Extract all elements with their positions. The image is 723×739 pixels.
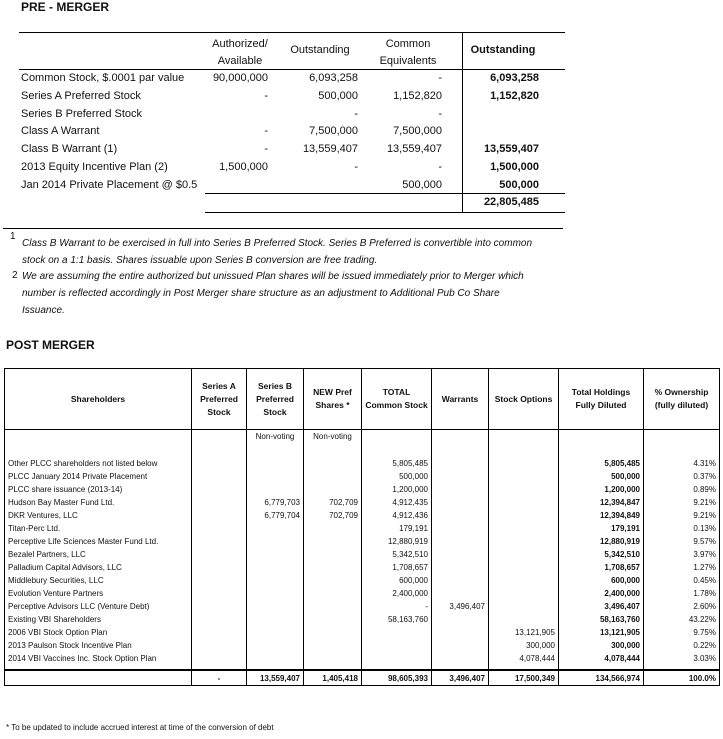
footnote-2-line-1: We are assuming the entire authorized but unissued Plan shares will be issued immediately prior to Merger which bbox=[22, 271, 524, 282]
post-total-cell: 134,566,974 bbox=[559, 670, 644, 686]
table-cell bbox=[192, 574, 247, 587]
table-cell bbox=[192, 522, 247, 535]
table-cell: 702,709 bbox=[304, 496, 362, 509]
table-cell: 13,121,905 bbox=[489, 626, 559, 639]
pre-row-outstanding: - bbox=[354, 161, 358, 173]
table-cell: 3,496,407 bbox=[559, 600, 644, 613]
table-cell bbox=[432, 652, 489, 665]
post-header-cell: Series A Preferred Stock bbox=[192, 369, 247, 430]
post-subheader-cell bbox=[644, 430, 720, 448]
post-total-cell: 17,500,349 bbox=[489, 670, 559, 686]
table-cell bbox=[432, 496, 489, 509]
table-cell bbox=[304, 457, 362, 470]
table-cell bbox=[247, 652, 304, 665]
table-row bbox=[5, 496, 720, 509]
post-gap-cell bbox=[192, 447, 247, 457]
table-row bbox=[5, 652, 720, 665]
post-header-cell: Total Holdings Fully Diluted bbox=[559, 369, 644, 430]
shareholder-name: Existing VBI Shareholders bbox=[5, 613, 192, 626]
pre-row-total: 1,500,000 bbox=[490, 161, 539, 173]
table-cell: 2,400,000 bbox=[559, 587, 644, 600]
table-cell bbox=[432, 587, 489, 600]
post-total-cell: - bbox=[192, 670, 247, 686]
table-cell: 3.03% bbox=[644, 652, 720, 665]
footnote-1-mark: 1 bbox=[10, 231, 16, 242]
table-cell: 5,342,510 bbox=[362, 548, 432, 561]
table-cell bbox=[304, 483, 362, 496]
table-row bbox=[5, 509, 720, 522]
post-total-cell: 13,559,407 bbox=[247, 670, 304, 686]
footnote-2-line-3: Issuance. bbox=[22, 305, 65, 316]
table-cell bbox=[247, 639, 304, 652]
pre-row-total: 6,093,258 bbox=[490, 72, 539, 84]
table-cell bbox=[432, 483, 489, 496]
table-cell: 300,000 bbox=[489, 639, 559, 652]
pre-row-authorized: - bbox=[264, 143, 268, 156]
table-cell: 3,496,407 bbox=[432, 600, 489, 613]
pre-row-authorized: 90,000,000 bbox=[212, 72, 268, 84]
table-row bbox=[5, 600, 720, 613]
pre-row-label: Class A Warrant bbox=[21, 125, 100, 138]
table-cell: 13,121,905 bbox=[559, 626, 644, 639]
table-cell: 0.89% bbox=[644, 483, 720, 496]
pre-row-label: Series B Preferred Stock bbox=[21, 107, 143, 120]
table-row bbox=[5, 574, 720, 587]
table-cell bbox=[362, 626, 432, 639]
pre-row-label: Series A Preferred Stock bbox=[21, 89, 141, 102]
table-cell bbox=[247, 626, 304, 639]
post-total-cell: 100.0% bbox=[644, 670, 720, 686]
table-cell: 1,708,657 bbox=[559, 561, 644, 574]
post-gap-cell bbox=[5, 447, 192, 457]
pre-row-authorized: 1,500,000 bbox=[219, 161, 268, 173]
table-cell: 4,078,444 bbox=[559, 652, 644, 665]
table-cell bbox=[432, 574, 489, 587]
table-cell bbox=[192, 561, 247, 574]
table-cell bbox=[489, 574, 559, 587]
table-cell bbox=[247, 522, 304, 535]
table-cell bbox=[489, 613, 559, 626]
footnote-1-line-2: stock on a 1:1 basis. Shares issuable upon Series B conversion are free trading. bbox=[22, 255, 378, 266]
pre-row-outstanding: 7,500,000 bbox=[309, 125, 358, 138]
table-cell: 6,779,703 bbox=[247, 496, 304, 509]
table-row bbox=[5, 587, 720, 600]
post-gap-cell bbox=[362, 447, 432, 457]
table-cell bbox=[304, 613, 362, 626]
table-cell bbox=[489, 509, 559, 522]
post-total-cell: 1,405,418 bbox=[304, 670, 362, 686]
table-cell bbox=[247, 457, 304, 470]
table-cell bbox=[247, 535, 304, 548]
table-cell: 12,880,919 bbox=[362, 535, 432, 548]
shareholder-name: PLCC January 2014 Private Placement bbox=[5, 470, 192, 483]
post-gap-row bbox=[5, 447, 720, 457]
table-row bbox=[5, 639, 720, 652]
table-row bbox=[5, 483, 720, 496]
table-row bbox=[5, 522, 720, 535]
footnote-1 bbox=[22, 235, 532, 269]
table-cell bbox=[362, 639, 432, 652]
post-subheader-cell bbox=[489, 430, 559, 448]
table-cell: 1.27% bbox=[644, 561, 720, 574]
table-cell bbox=[489, 496, 559, 509]
table-cell bbox=[489, 483, 559, 496]
table-cell: 0.37% bbox=[644, 470, 720, 483]
table-cell: 5,805,485 bbox=[362, 457, 432, 470]
pre-row-total: 1,152,820 bbox=[490, 89, 539, 102]
pre-row-outstanding: 6,093,258 bbox=[309, 72, 358, 84]
table-cell: 4.31% bbox=[644, 457, 720, 470]
pre-merger-title: PRE - MERGER bbox=[21, 0, 110, 14]
table-cell bbox=[304, 600, 362, 613]
table-cell bbox=[489, 587, 559, 600]
pre-row-common-equivalents: 7,500,000 bbox=[393, 125, 442, 138]
table-cell bbox=[304, 652, 362, 665]
post-header-cell: Shareholders bbox=[5, 369, 192, 430]
table-cell bbox=[304, 470, 362, 483]
table-cell bbox=[304, 548, 362, 561]
table-cell: 0.45% bbox=[644, 574, 720, 587]
pre-row-common-equivalents: 500,000 bbox=[402, 178, 442, 191]
table-cell: 12,394,847 bbox=[559, 496, 644, 509]
shareholder-name: Bezalel Partners, LLC bbox=[5, 548, 192, 561]
pre-total-col-box bbox=[462, 32, 566, 69]
post-subheader-cell: Non-voting bbox=[247, 430, 304, 448]
shareholder-name: 2014 VBI Vaccines Inc. Stock Option Plan bbox=[5, 652, 192, 665]
table-cell: 1.78% bbox=[644, 587, 720, 600]
table-cell: 600,000 bbox=[362, 574, 432, 587]
pre-row-outstanding: 500,000 bbox=[318, 89, 358, 102]
shareholder-name: Palladium Capital Advisors, LLC bbox=[5, 561, 192, 574]
pre-header-authorized: Authorized/ Available bbox=[212, 38, 268, 67]
pre-row-total: 13,559,407 bbox=[483, 143, 539, 156]
table-cell bbox=[304, 574, 362, 587]
table-row bbox=[5, 470, 720, 483]
table-cell bbox=[304, 639, 362, 652]
post-subheader-cell bbox=[5, 430, 192, 448]
table-cell: 2.60% bbox=[644, 600, 720, 613]
table-row bbox=[5, 548, 720, 561]
pre-row-common-equivalents: 1,152,820 bbox=[393, 89, 442, 102]
table-cell bbox=[432, 457, 489, 470]
table-cell bbox=[304, 522, 362, 535]
table-cell: 4,912,435 bbox=[362, 496, 432, 509]
post-total-cell: 3,496,407 bbox=[432, 670, 489, 686]
pre-row-label: Jan 2014 Private Placement @ $0.5 bbox=[21, 178, 198, 191]
table-cell: 6,779,704 bbox=[247, 509, 304, 522]
table-cell bbox=[192, 457, 247, 470]
table-cell bbox=[247, 613, 304, 626]
table-cell bbox=[304, 587, 362, 600]
table-cell bbox=[247, 470, 304, 483]
table-cell bbox=[192, 496, 247, 509]
shareholder-name: Titan-Perc Ltd. bbox=[5, 522, 192, 535]
footnote-rule bbox=[3, 228, 563, 229]
post-gap-cell bbox=[432, 447, 489, 457]
post-body bbox=[5, 430, 720, 686]
shareholder-name: PLCC share issuance (2013-14) bbox=[5, 483, 192, 496]
table-cell bbox=[192, 626, 247, 639]
table-cell: 600,000 bbox=[559, 574, 644, 587]
pre-bottom-rule bbox=[205, 212, 565, 213]
table-row bbox=[5, 535, 720, 548]
table-cell bbox=[432, 626, 489, 639]
table-cell: - bbox=[362, 600, 432, 613]
table-cell bbox=[304, 626, 362, 639]
table-cell: 3.97% bbox=[644, 548, 720, 561]
table-cell: 9.21% bbox=[644, 509, 720, 522]
table-cell: 12,394,849 bbox=[559, 509, 644, 522]
table-cell: 58,163,760 bbox=[559, 613, 644, 626]
table-cell bbox=[489, 535, 559, 548]
table-row bbox=[5, 613, 720, 626]
table-cell bbox=[192, 470, 247, 483]
table-cell: 4,912,436 bbox=[362, 509, 432, 522]
table-cell bbox=[362, 652, 432, 665]
table-cell bbox=[247, 587, 304, 600]
table-cell: 5,805,485 bbox=[559, 457, 644, 470]
post-gap-cell bbox=[489, 447, 559, 457]
pre-header-outstanding: Outstanding bbox=[290, 44, 350, 56]
table-cell: 179,191 bbox=[362, 522, 432, 535]
pre-row-outstanding: 13,559,407 bbox=[302, 143, 358, 156]
table-cell bbox=[432, 561, 489, 574]
post-subheader-cell: Non-voting bbox=[304, 430, 362, 448]
table-cell bbox=[489, 470, 559, 483]
table-cell bbox=[489, 548, 559, 561]
table-cell: 300,000 bbox=[559, 639, 644, 652]
table-cell bbox=[192, 639, 247, 652]
table-cell bbox=[192, 509, 247, 522]
table-cell: 702,709 bbox=[304, 509, 362, 522]
shareholder-name: Hudson Bay Master Fund Ltd. bbox=[5, 496, 192, 509]
table-row bbox=[5, 561, 720, 574]
pre-header-outstanding-total: Outstanding bbox=[470, 44, 536, 56]
post-header-cell: Stock Options bbox=[489, 369, 559, 430]
table-cell bbox=[247, 574, 304, 587]
table-cell: 9.21% bbox=[644, 496, 720, 509]
post-header-cell: NEW Pref Shares * bbox=[304, 369, 362, 430]
table-cell: 9.75% bbox=[644, 626, 720, 639]
table-cell bbox=[192, 535, 247, 548]
pre-row-total: 500,000 bbox=[499, 178, 539, 191]
post-gap-cell bbox=[304, 447, 362, 457]
table-cell: 5,342,510 bbox=[559, 548, 644, 561]
table-cell: 179,191 bbox=[559, 522, 644, 535]
table-cell bbox=[192, 652, 247, 665]
table-cell: 58,163,760 bbox=[362, 613, 432, 626]
pre-total-col-line bbox=[462, 69, 566, 212]
pre-header-common-equivalents: Common Equivalents bbox=[379, 38, 437, 67]
table-cell: 1,200,000 bbox=[559, 483, 644, 496]
table-cell bbox=[247, 548, 304, 561]
post-merger-title: POST MERGER bbox=[6, 338, 95, 352]
post-header-cell: % Ownership (fully diluted) bbox=[644, 369, 720, 430]
table-cell bbox=[432, 548, 489, 561]
table-cell bbox=[432, 522, 489, 535]
shareholder-name: Other PLCC shareholders not listed below bbox=[5, 457, 192, 470]
table-cell bbox=[304, 561, 362, 574]
post-total-cell: 98,605,393 bbox=[362, 670, 432, 686]
post-total-cell bbox=[5, 670, 192, 686]
pre-row-common-equivalents: - bbox=[438, 107, 442, 120]
table-cell: 0.13% bbox=[644, 522, 720, 535]
table-cell bbox=[432, 509, 489, 522]
footnote-2-line-2: number is reflected accordingly in Post Merger share structure as an adjustment to Additional Pub Co Share bbox=[22, 288, 500, 299]
pre-row-outstanding: - bbox=[354, 107, 358, 120]
table-cell bbox=[304, 535, 362, 548]
pre-row-common-equivalents: - bbox=[438, 161, 442, 173]
post-subheader-cell bbox=[559, 430, 644, 448]
table-cell bbox=[489, 561, 559, 574]
table-cell: 4,078,444 bbox=[489, 652, 559, 665]
footnote-1-line-1: Class B Warrant to be exercised in full into Series B Preferred Stock. Series B Preferred is convertible into common bbox=[22, 238, 533, 249]
shareholder-name: 2006 VBI Stock Option Plan bbox=[5, 626, 192, 639]
post-header-cell: Warrants bbox=[432, 369, 489, 430]
post-header-row bbox=[5, 369, 720, 430]
debt-note: * To be updated to include accrued interest at time of the conversion of debt bbox=[6, 723, 274, 732]
table-cell bbox=[247, 483, 304, 496]
footnote-2-mark: 2 bbox=[12, 270, 18, 281]
table-cell bbox=[489, 457, 559, 470]
table-cell: 9.57% bbox=[644, 535, 720, 548]
table-cell bbox=[192, 483, 247, 496]
table-cell: 500,000 bbox=[559, 470, 644, 483]
table-cell: 43.22% bbox=[644, 613, 720, 626]
post-subheader-cell bbox=[432, 430, 489, 448]
table-row bbox=[5, 457, 720, 470]
pre-row-authorized: - bbox=[264, 125, 268, 138]
pre-total: 22,805,485 bbox=[483, 196, 539, 208]
shareholder-name: DKR Ventures, LLC bbox=[5, 509, 192, 522]
post-gap-cell bbox=[559, 447, 644, 457]
table-cell bbox=[192, 600, 247, 613]
shareholder-name: Perceptive Advisors LLC (Venture Debt) bbox=[5, 600, 192, 613]
table-cell: 2,400,000 bbox=[362, 587, 432, 600]
pre-row-common-equivalents: 13,559,407 bbox=[386, 143, 442, 156]
table-cell bbox=[192, 548, 247, 561]
table-cell bbox=[489, 600, 559, 613]
table-cell: 500,000 bbox=[362, 470, 432, 483]
table-cell bbox=[489, 522, 559, 535]
shareholder-name: Evolution Venture Partners bbox=[5, 587, 192, 600]
shareholder-name: Perceptive Life Sciences Master Fund Ltd. bbox=[5, 535, 192, 548]
pre-row-label: Class B Warrant (1) bbox=[21, 143, 118, 156]
post-subheader-cell bbox=[192, 430, 247, 448]
post-totals-row bbox=[5, 670, 720, 686]
table-cell bbox=[432, 613, 489, 626]
shareholder-name: 2013 Paulson Stock Incentive Plan bbox=[5, 639, 192, 652]
pre-row-label: 2013 Equity Incentive Plan (2) bbox=[21, 161, 168, 173]
post-gap-cell bbox=[247, 447, 304, 457]
post-subheader-row bbox=[5, 430, 720, 448]
pre-row-label: Common Stock, $.0001 par value bbox=[21, 72, 185, 84]
table-cell: 1,708,657 bbox=[362, 561, 432, 574]
table-cell bbox=[432, 470, 489, 483]
post-merger-table bbox=[4, 368, 720, 686]
table-row bbox=[5, 626, 720, 639]
table-cell bbox=[432, 639, 489, 652]
table-cell bbox=[192, 587, 247, 600]
footnote-2 bbox=[22, 268, 524, 319]
table-cell bbox=[247, 600, 304, 613]
table-cell bbox=[192, 613, 247, 626]
shareholder-name: Middlebury Securities, LLC bbox=[5, 574, 192, 587]
post-subheader-cell bbox=[362, 430, 432, 448]
table-cell bbox=[432, 535, 489, 548]
table-cell: 12,880,919 bbox=[559, 535, 644, 548]
table-cell bbox=[247, 561, 304, 574]
post-header-cell: TOTAL Common Stock bbox=[362, 369, 432, 430]
table-cell: 1,200,000 bbox=[362, 483, 432, 496]
table-cell: 0.22% bbox=[644, 639, 720, 652]
pre-row-common-equivalents: - bbox=[438, 72, 442, 84]
pre-row-authorized: - bbox=[264, 89, 268, 102]
post-header-cell: Series B Preferred Stock bbox=[247, 369, 304, 430]
post-gap-cell bbox=[644, 447, 720, 457]
